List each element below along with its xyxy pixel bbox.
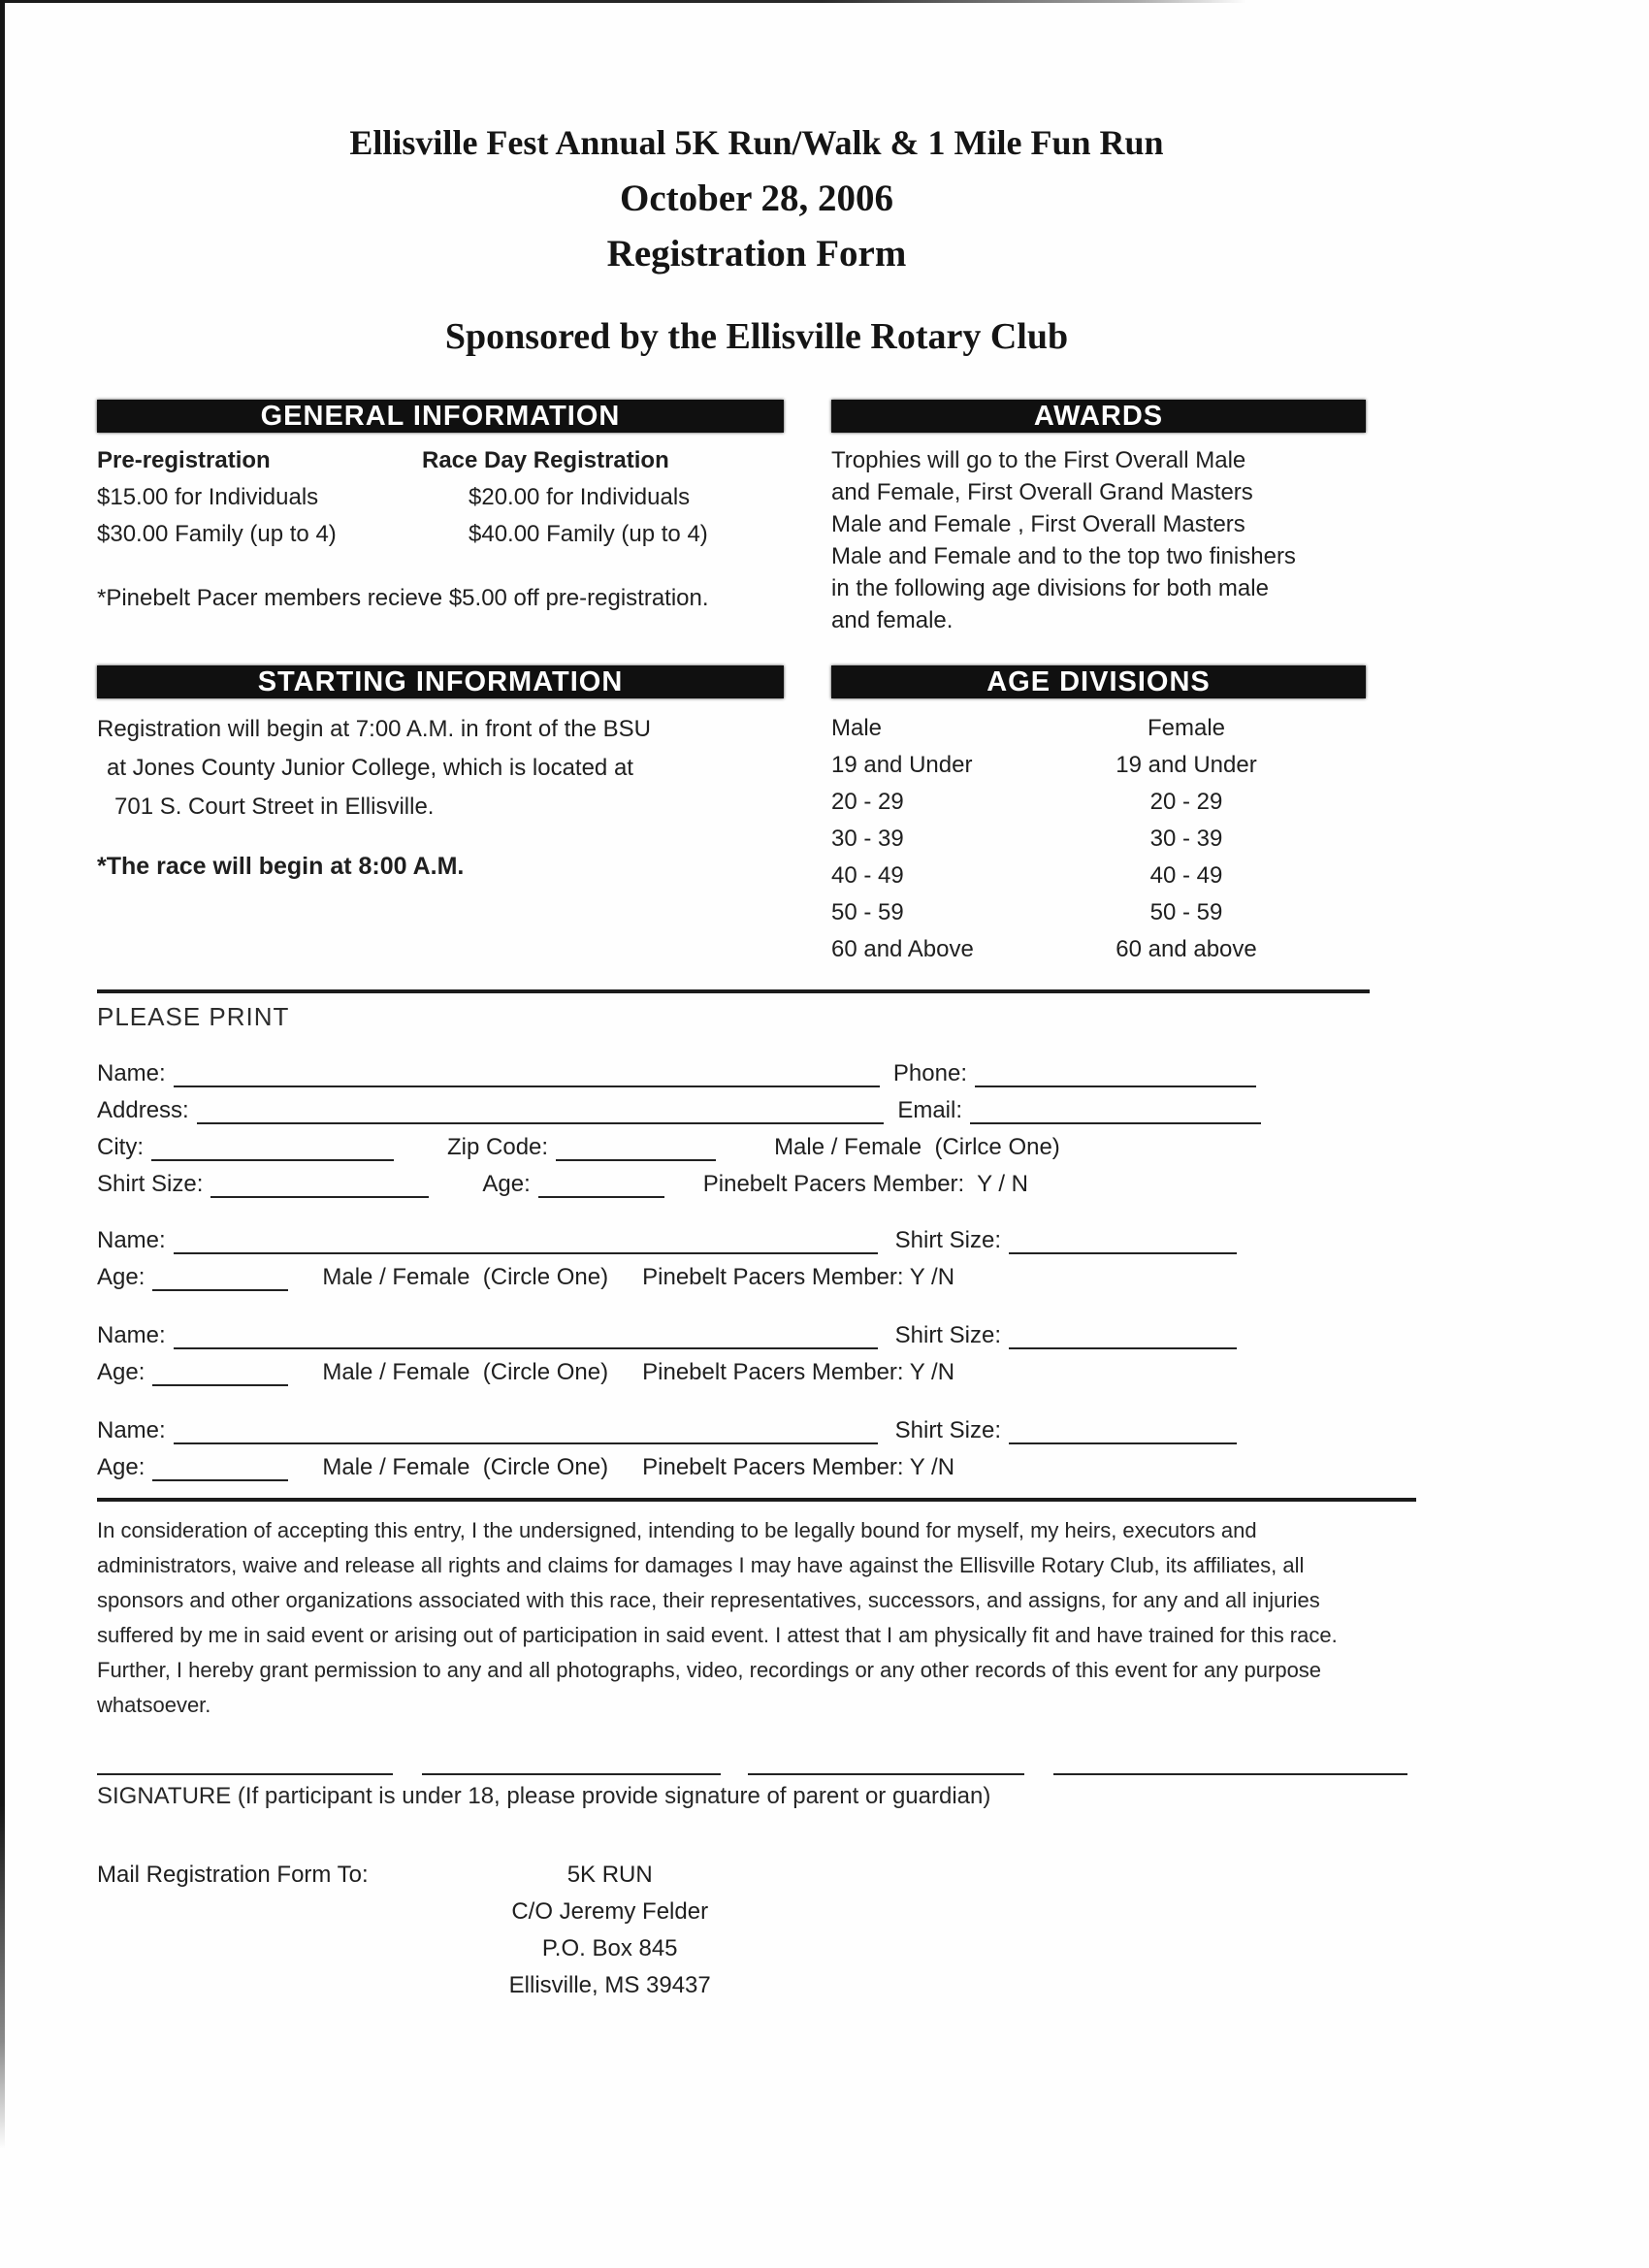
primary-phone-field[interactable]: [975, 1068, 1256, 1087]
name-shirt-row: [97, 1317, 1237, 1354]
primary-shirt-size-field[interactable]: [210, 1179, 429, 1198]
entrant-shirt-size-field[interactable]: [1009, 1235, 1237, 1254]
signature-caption: SIGNATURE (If participant is under 18, please provide signature of parent or guardian): [97, 1783, 991, 1809]
pre-registration-individual-fee: $15.00 for Individuals: [97, 484, 319, 510]
awards-text-line: and Female, First Overall Grand Masters: [831, 479, 1253, 505]
mail-address-line: C/O Jeremy Felder: [511, 1898, 709, 1925]
mail-address-line: 5K RUN: [566, 1862, 653, 1888]
name-label: Name:: [97, 1227, 166, 1253]
age-gender-pacers-row: [97, 1354, 1416, 1391]
waiver-divider-rule: [97, 1498, 1416, 1502]
age-label: Age:: [482, 1171, 531, 1197]
signature-lines-row: [97, 1773, 1416, 1775]
race-day-family-fee: $40.00 Family (up to 4): [469, 521, 708, 547]
pacer-discount-note: *Pinebelt Pacer members recieve $5.00 off pre-registration.: [97, 585, 709, 611]
entrant-gender-circle-one[interactable]: Male / Female (Circle One): [322, 1264, 609, 1290]
age-label: Age:: [97, 1454, 146, 1480]
pre-registration-heading: Pre-registration: [97, 447, 271, 473]
starting-info-line: at Jones County Junior College, which is located at: [107, 755, 633, 781]
waiver-line: suffered by me in said event or arising out of participation in said event. I attest that I am physically fit and have trained for this race.: [97, 1623, 1338, 1647]
city-label: City:: [97, 1134, 144, 1160]
age-divisions-female-column: [1036, 710, 1337, 968]
waiver-line: In consideration of accepting this entry, I the undersigned, intending to be legally bound for myself, my heirs, executors and: [97, 1518, 1257, 1542]
section-divider-rule: [97, 989, 1370, 993]
starting-age-row: [97, 665, 1416, 968]
awards-header-bar: [831, 400, 1366, 433]
starting-info-line: 701 S. Court Street in Ellisville.: [114, 794, 435, 820]
starting-info-line: Registration will begin at 7:00 A.M. in front of the BSU: [97, 716, 651, 742]
mailing-address-block: [509, 1857, 711, 2004]
primary-pacers-member-yn[interactable]: Pinebelt Pacers Member: Y / N: [702, 1171, 1029, 1197]
male-age-division: 40 - 49: [831, 862, 904, 889]
entrant-gender-circle-one[interactable]: Male / Female (Circle One): [322, 1454, 609, 1480]
scan-artifact-left-edge: [0, 0, 5, 2149]
starting-information-section: [97, 665, 784, 968]
age-label: Age:: [97, 1359, 146, 1385]
shirt-size-label: Shirt Size:: [894, 1417, 1001, 1443]
info-awards-row: [97, 400, 1416, 636]
age-gender-pacers-row: [97, 1449, 1416, 1486]
shirt-age-pacers-row: [97, 1166, 1416, 1203]
primary-address-field[interactable]: [197, 1105, 885, 1124]
name-label: Name:: [97, 1417, 166, 1443]
entrant-age-field[interactable]: [152, 1367, 288, 1386]
waiver-line: whatsoever.: [97, 1693, 211, 1717]
pre-registration-family-fee: $30.00 Family (up to 4): [97, 521, 337, 547]
entrant-name-field[interactable]: [174, 1330, 878, 1349]
zip-code-label: Zip Code:: [447, 1134, 549, 1160]
please-print-heading: PLEASE PRINT: [97, 1002, 290, 1031]
general-information-header-label: GENERAL INFORMATION: [260, 400, 621, 432]
female-age-division: 50 - 59: [1149, 899, 1223, 925]
primary-zip-field[interactable]: [556, 1142, 716, 1161]
title-line-event: Ellisville Fest Annual 5K Run/Walk & 1 Mile Fun Run: [349, 123, 1164, 162]
shirt-size-label: Shirt Size:: [894, 1322, 1001, 1348]
female-column-heading: Female: [1147, 715, 1226, 741]
signature-field[interactable]: [1053, 1773, 1407, 1775]
registration-fees-table: [97, 442, 784, 553]
entrant-age-field[interactable]: [152, 1462, 288, 1481]
email-label: Email:: [897, 1097, 962, 1123]
awards-text-line: and female.: [831, 607, 954, 633]
entrant-age-field[interactable]: [152, 1272, 288, 1291]
waiver-line: sponsors and other organizations associated with this race, their representatives, successors, and assigns, for any and all injuries: [97, 1588, 1320, 1612]
age-divisions-table: [831, 710, 1366, 968]
entrant-pacers-member-yn[interactable]: Pinebelt Pacers Member: Y /N: [642, 1454, 955, 1480]
awards-text-line: in the following age divisions for both male: [831, 575, 1269, 601]
age-divisions-section: [831, 665, 1366, 968]
waiver-text: [97, 1513, 1416, 1723]
sponsor-line: Sponsored by the Ellisville Rotary Club: [444, 316, 1069, 357]
starting-information-text: [97, 710, 784, 826]
city-zip-gender-row: [97, 1129, 1416, 1166]
awards-text-line: Trophies will go to the First Overall Male: [831, 447, 1246, 473]
entrant-shirt-size-field[interactable]: [1009, 1330, 1237, 1349]
male-age-division: 19 and Under: [831, 752, 973, 778]
female-age-division: 19 and Under: [1116, 752, 1257, 778]
male-age-division: 20 - 29: [831, 789, 904, 815]
name-shirt-row: [97, 1222, 1237, 1259]
registration-form-page: [97, 0, 1416, 2004]
female-age-division: 30 - 39: [1149, 826, 1223, 852]
starting-information-header-label: STARTING INFORMATION: [257, 665, 624, 697]
primary-name-field[interactable]: [174, 1068, 880, 1087]
phone-label: Phone:: [892, 1060, 967, 1086]
entrant-name-field[interactable]: [174, 1235, 878, 1254]
waiver-line: administrators, waive and release all rights and claims for damages I may have against the Ellisville Rotary Club, its affiliates, all: [97, 1553, 1305, 1577]
title-line-date: October 28, 2006: [620, 178, 893, 219]
title-line-form: Registration Form: [606, 233, 907, 275]
age-divisions-header-bar: [831, 665, 1366, 698]
address-email-row: [97, 1092, 1261, 1129]
race-start-time-note: *The race will begin at 8:00 A.M.: [97, 853, 465, 880]
male-age-division: 30 - 39: [831, 826, 904, 852]
awards-text-line: Male and Female , First Overall Masters: [831, 511, 1245, 537]
entrant-pacers-member-yn[interactable]: Pinebelt Pacers Member: Y /N: [642, 1359, 955, 1385]
male-column-heading: Male: [831, 715, 883, 741]
name-label: Name:: [97, 1322, 166, 1348]
age-label: Age:: [97, 1264, 146, 1290]
additional-entrant-block: [97, 1317, 1416, 1391]
awards-text: [831, 444, 1366, 636]
signature-field[interactable]: [748, 1773, 1024, 1775]
entrant-name-field[interactable]: [174, 1425, 878, 1444]
address-label: Address:: [97, 1097, 189, 1123]
age-gender-pacers-row: [97, 1259, 1416, 1296]
male-age-division: 60 and Above: [831, 936, 974, 962]
name-phone-row: [97, 1055, 1256, 1092]
additional-entrant-block: [97, 1222, 1416, 1296]
female-age-division: 20 - 29: [1149, 789, 1223, 815]
awards-header-label: AWARDS: [1033, 400, 1164, 432]
primary-entrant-block: [97, 1055, 1416, 1203]
primary-city-field[interactable]: [151, 1142, 394, 1161]
awards-section: [831, 400, 1366, 636]
race-day-registration-heading: Race Day Registration: [422, 447, 669, 473]
age-divisions-header-label: AGE DIVISIONS: [986, 665, 1211, 697]
primary-age-field[interactable]: [538, 1179, 664, 1198]
primary-email-field[interactable]: [970, 1105, 1261, 1124]
signature-field[interactable]: [97, 1773, 393, 1775]
male-age-division: 50 - 59: [831, 899, 904, 925]
mail-address-line: P.O. Box 845: [541, 1935, 678, 1961]
primary-gender-circle-one[interactable]: Male / Female (Cirlce One): [774, 1134, 1060, 1160]
female-age-division: 40 - 49: [1149, 862, 1223, 889]
name-shirt-row: [97, 1412, 1237, 1449]
general-information-header-bar: [97, 400, 784, 433]
age-divisions-male-column: [831, 710, 1036, 968]
female-age-division: 60 and above: [1116, 936, 1257, 962]
waiver-line: Further, I hereby grant permission to any and all photographs, video, recordings or any other records of this event for any purpose: [97, 1658, 1322, 1682]
additional-entrant-block: [97, 1412, 1416, 1486]
mail-to-label: Mail Registration Form To:: [97, 1862, 369, 1888]
page-title: [97, 114, 1416, 281]
general-information-section: [97, 400, 784, 636]
signature-field[interactable]: [422, 1773, 721, 1775]
name-label: Name:: [97, 1060, 166, 1086]
shirt-size-label: Shirt Size:: [894, 1227, 1001, 1253]
race-day-individual-fee: $20.00 for Individuals: [469, 484, 691, 510]
entrant-pacers-member-yn[interactable]: Pinebelt Pacers Member: Y /N: [642, 1264, 955, 1290]
entrant-gender-circle-one[interactable]: Male / Female (Circle One): [322, 1359, 609, 1385]
entrant-shirt-size-field[interactable]: [1009, 1425, 1237, 1444]
starting-information-header-bar: [97, 665, 784, 698]
mail-address-line: Ellisville, MS 39437: [508, 1972, 711, 1998]
awards-text-line: Male and Female and to the top two finishers: [831, 543, 1296, 569]
shirt-size-label: Shirt Size:: [97, 1171, 204, 1197]
mailing-instructions: [97, 1857, 1416, 2004]
